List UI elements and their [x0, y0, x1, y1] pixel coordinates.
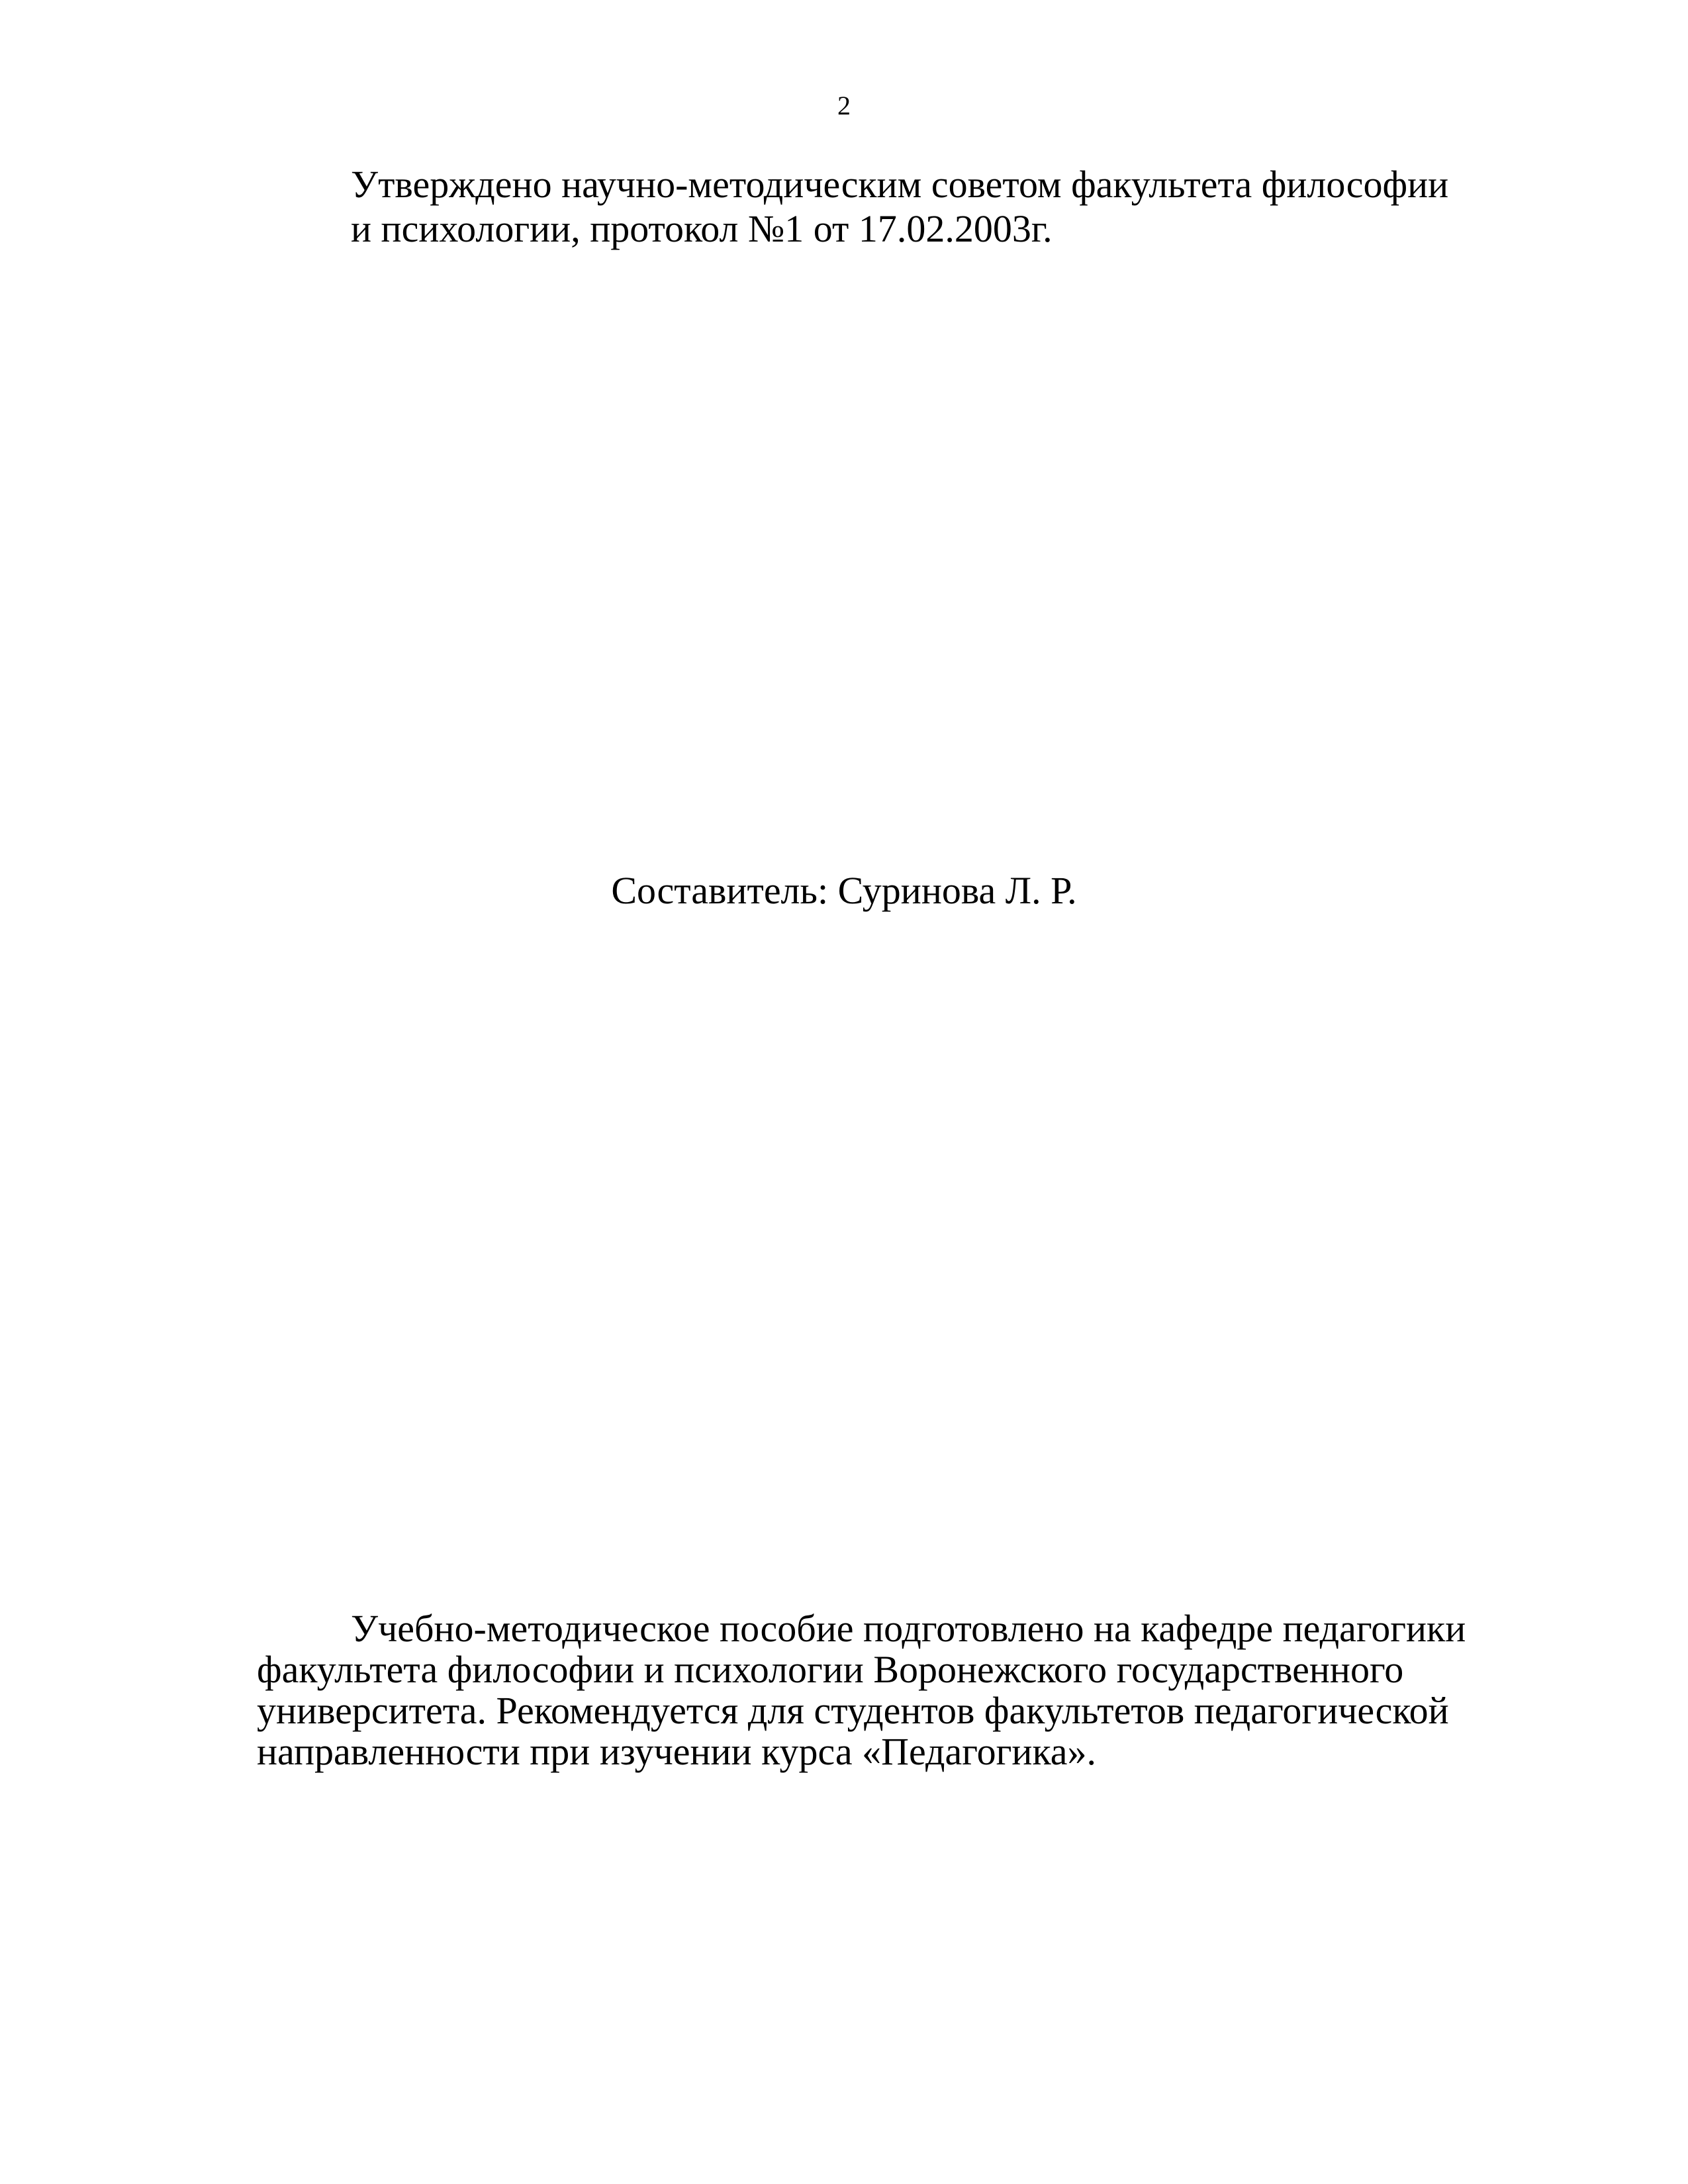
- description-line: Учебно-методическое пособие подготовлено на кафедре педагогики: [351, 1607, 1466, 1650]
- approval-line: Утверждено научно-методическим советом факультета философии: [351, 163, 1449, 206]
- description-line: факультета философии и психологии Воронежского государственного: [257, 1648, 1404, 1691]
- page-number: 2: [837, 91, 851, 120]
- publication-description: [257, 1608, 1481, 1772]
- approval-line: и психологии, протокол №1 от 17.02.2003г.: [351, 207, 1053, 250]
- description-line: направленности при изучении курса «Педагогика».: [257, 1730, 1096, 1773]
- description-line: университета. Рекомендуется для студентов факультетов педагогической: [257, 1689, 1449, 1732]
- approval-note: [351, 162, 1476, 251]
- compiler-credit: Составитель: Суринова Л. Р.: [611, 869, 1077, 912]
